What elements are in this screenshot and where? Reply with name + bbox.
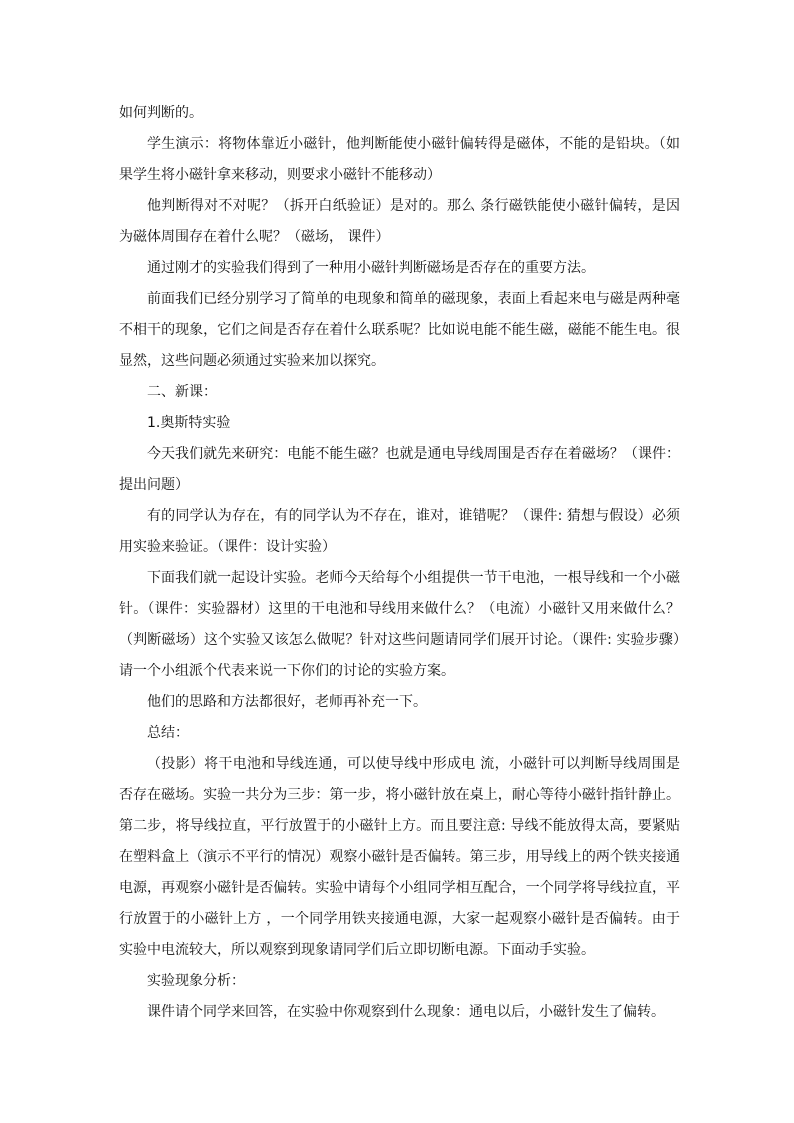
paragraph-13: （投影）将干电池和导线连通，可以使导线中形成电 流，小磁针可以判断导线周围是否存在磁场。实验一共分为三步：第一步，将小磁针放在桌上，耐心等待小磁针指针静止。第二步，将导线拉直，平行放置于的小磁针上方。而且要注意: 导线不能放得太高，要紧贴在塑料盒上（演示不平行的情况）观察小磁针是否偏转。第三步，用导线上的两个铁夹接通电源，再观察小磁针是否偏转。实验中请每个小组同学相互配合，一个同学将导线拉直，平行放置于的小磁针上方 ，一个同学用铁夹接通电源，大家一起观察小磁针是否偏转。由于实验中电流较大，所以观察到现象请同学们后立即切断电源。下面动手实验。 (119, 756, 680, 958)
section-heading-new-lesson: 二、新课： (147, 384, 217, 400)
paragraph-10: 下面我们就一起设计实验。老师今天给每个小组提供一节干电池，一根导线和一个小磁针。（课件：实验器材）这里的干电池和导线用来做什么？（电流）小磁针又用来做什么？（判断磁场）这个实验又该怎么做呢？针对这些问题请同学们展开讨论。（课件: 实验步骤）请一个小组派个代表来说一下你们的讨论的实验方案。 (119, 570, 680, 679)
paragraph-15: 课件请个同学来回答，在实验中你观察到什么现象：通电以后，小磁针发生了偏转。 (147, 1004, 665, 1020)
summary-heading: 总结： (147, 725, 189, 741)
analysis-heading: 实验现象分析： (147, 973, 245, 989)
paragraph-2: 学生演示：将物体靠近小磁针，他判断能使小磁针偏转得是磁体，不能的是铅块。（如果学生将小磁针拿来移动，则要求小磁针不能移动） (119, 136, 680, 183)
paragraph-1: 如何判断的。 (119, 105, 203, 121)
paragraph-3: 他判断得对不对呢？（拆开白纸验证）是对的。那么 条行磁铁能使小磁针偏转，是因为磁体周围存在着什么呢？（磁场， 课件） (119, 198, 680, 245)
document-body (119, 98, 680, 1028)
paragraph-5: 前面我们已经分别学习了简单的电现象和简单的磁现象，表面上看起来电与磁是两种毫不相干的现象，它们之间是否存在着什么联系呢？比如说电能不能生磁，磁能不能生电。很显然，这些问题必须通过实验来加以探究。 (119, 291, 680, 369)
paragraph-9: 有的同学认为存在，有的同学认为不存在，谁对，谁错呢？（课件: 猜想与假设）必须用实验来验证。（课件：设计实验） (119, 508, 680, 555)
paragraph-11: 他们的思路和方法都很好，老师再补充一下。 (147, 694, 427, 710)
paragraph-4: 通过刚才的实验我们得到了一种用小磁针判断磁场是否存在的重要方法。 (147, 260, 595, 276)
paragraph-8: 今天我们就先来研究：电能不能生磁？也就是通电导线周围是否存在着磁场？（课件：提出问题） (119, 446, 680, 493)
subsection-heading-oersted: 1.奥斯特实验 (147, 415, 231, 431)
